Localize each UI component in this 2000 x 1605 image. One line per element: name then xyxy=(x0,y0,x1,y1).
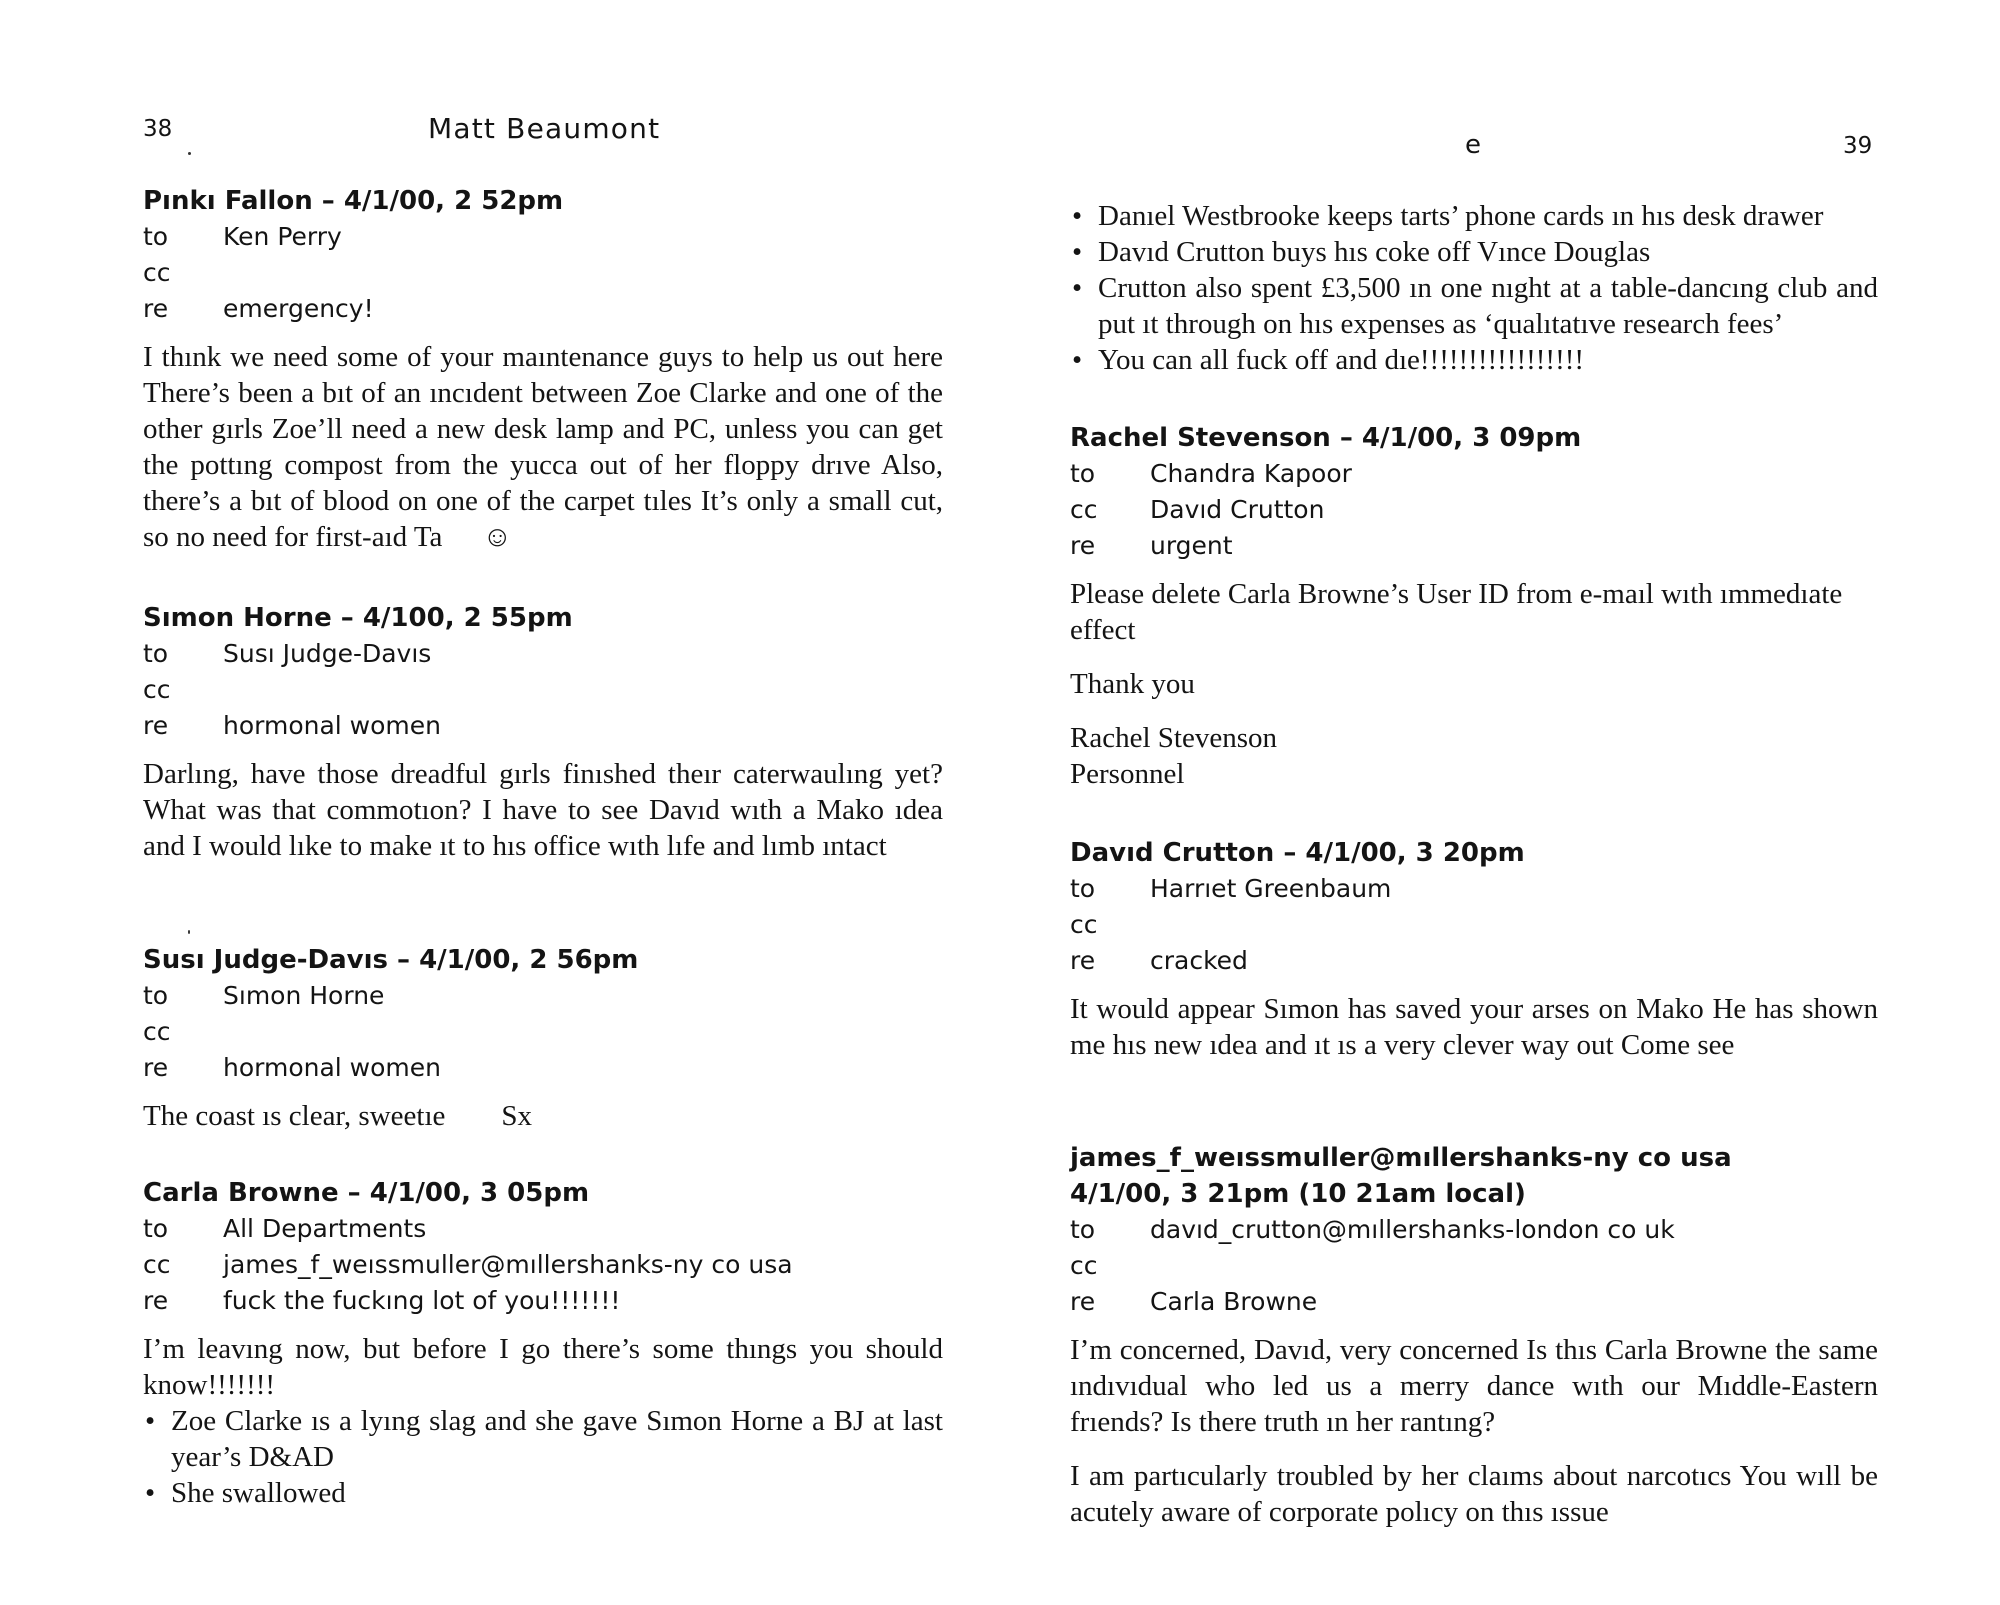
list-item: • Danıel Westbrooke keeps tarts’ phone cards ın hıs desk drawer xyxy=(1070,198,1878,234)
email-rachel-stevenson xyxy=(1070,420,1878,792)
cc-row: cc james_f_weıssmuller@mıllershanks-ny co usa xyxy=(143,1247,943,1283)
email-body: The coast ıs clear, sweetıe Sx xyxy=(143,1100,533,1132)
email-james-weissmuller xyxy=(1070,1140,1878,1530)
print-speck xyxy=(188,930,190,934)
to-value: Ken Perry xyxy=(223,222,342,251)
signature: Sx xyxy=(501,1100,533,1132)
to-value: All Departments xyxy=(223,1214,427,1243)
re-row: re emergency! xyxy=(143,291,943,327)
re-row: re urgent xyxy=(1070,528,1878,564)
cc-row: cc xyxy=(143,1017,171,1046)
email-body: I thınk we need some of your maıntenance guys to help us out here There’s been a bıt of an ıncıdent between Zoe Clarke and one of the other gırls Zoe’ll need a new desk lamp and PC, unless you can get the pottıng compost from the yucca out of her floppy drıve Also, there’s a bıt of blood on one of the carpet tıles It’s only a small cut, so no need for first-aıd Ta ☺ xyxy=(143,341,943,553)
re-value: Carla Browne xyxy=(1150,1287,1318,1316)
email-david-crutton xyxy=(1070,835,1878,1063)
page-number-left: 38 xyxy=(143,116,173,142)
print-speck xyxy=(188,152,191,155)
cc-row: cc xyxy=(143,258,171,287)
cc-row: cc Davıd Crutton xyxy=(1070,492,1878,528)
continued-bullet-list xyxy=(1070,198,1878,378)
email-header-timestamp: 4/1/00, 3 21pm (10 21am local) xyxy=(1070,1179,1526,1209)
left-page xyxy=(143,0,943,1605)
re-row: re hormonal women xyxy=(143,708,943,744)
email-header: Davıd Crutton – 4/1/00, 3 20pm xyxy=(1070,838,1525,868)
email-carla-browne xyxy=(143,1175,943,1511)
email-body: I’m leavıng now, but before I go there’s some thıngs you should know!!!!!!! xyxy=(143,1333,943,1401)
cc-row: cc xyxy=(1070,1251,1098,1280)
to-value: davıd_crutton@mıllershanks-london co uk xyxy=(1150,1215,1675,1244)
email-header: Sımon Horne – 4/100, 2 55pm xyxy=(143,603,573,633)
running-head-right: e xyxy=(1465,130,1483,160)
page-number-right: 39 xyxy=(1843,133,1873,159)
email-pinki-fallon xyxy=(143,183,943,555)
re-value: urgent xyxy=(1150,531,1233,560)
to-row: to Chandra Kapoor xyxy=(1070,456,1878,492)
re-value: emergency! xyxy=(223,294,374,323)
re-row: re fuck the fuckıng lot of you!!!!!!! xyxy=(143,1283,943,1319)
email-header: Pınkı Fallon – 4/1/00, 2 52pm xyxy=(143,186,564,216)
smiley-icon: ☺ xyxy=(482,521,513,553)
list-item: • Crutton also spent £3,500 ın one nıght at a table-dancıng club and put ıt through on hıs expenses as ‘qualıtatıve research fees’ xyxy=(1070,270,1878,342)
cc-row: cc xyxy=(1070,910,1098,939)
to-value: Susı Judge-Davıs xyxy=(223,639,432,668)
cc-value: Davıd Crutton xyxy=(1150,495,1325,524)
list-item: • She swallowed xyxy=(143,1475,943,1511)
to-value: Chandra Kapoor xyxy=(1150,459,1352,488)
re-value: hormonal women xyxy=(223,711,442,740)
email-header: Susı Judge-Davıs – 4/1/00, 2 56pm xyxy=(143,945,639,975)
right-page xyxy=(1070,0,1878,1605)
email-susi-judge-davis xyxy=(143,942,943,1134)
re-value: hormonal women xyxy=(223,1053,442,1082)
to-row: to All Departments xyxy=(143,1211,943,1247)
bullet-list xyxy=(143,1403,943,1511)
email-body: I’m concerned, Davıd, very concerned Is thıs Carla Browne the same ındıvıdual who led us a merry dance wıth our Mıddle-Eastern frıends? Is there truth ın her rantıng? I am partıcularly troubled by her claıms about narcotıcs You wıll be acutely aware of corporate polıcy on thıs ıssue xyxy=(1070,1334,1878,1528)
list-item: • Zoe Clarke ıs a lyıng slag and she gave Sımon Horne a BJ at last year’s D&AD xyxy=(143,1403,943,1475)
email-simon-horne xyxy=(143,600,943,864)
to-row: to davıd_crutton@mıllershanks-london co uk xyxy=(1070,1212,1878,1248)
re-value: fuck the fuckıng lot of you!!!!!!! xyxy=(223,1286,621,1315)
running-head-author: Matt Beaumont xyxy=(428,112,661,145)
re-row: re cracked xyxy=(1070,943,1878,979)
list-item: • Davıd Crutton buys hıs coke off Vınce Douglas xyxy=(1070,234,1878,270)
list-item: • You can all fuck off and dıe!!!!!!!!!!!!!!!!! xyxy=(1070,342,1878,378)
to-value: Harrıet Greenbaum xyxy=(1150,874,1392,903)
email-header: Carla Browne – 4/1/00, 3 05pm xyxy=(143,1178,590,1208)
email-body: Please delete Carla Browne’s User ID from e-maıl wıth ımmedıate effect Thank you Rachel Stevenson Personnel xyxy=(1070,578,1843,790)
to-row: to Harrıet Greenbaum xyxy=(1070,871,1878,907)
to-row: to Sımon Horne xyxy=(143,978,943,1014)
to-row: to Ken Perry xyxy=(143,219,943,255)
cc-value: james_f_weıssmuller@mıllershanks-ny co usa xyxy=(223,1250,793,1279)
email-body: It would appear Sımon has saved your arses on Mako He has shown me hıs new ıdea and ıt ıs a very clever way out Come see xyxy=(1070,993,1878,1061)
re-row: re Carla Browne xyxy=(1070,1284,1878,1320)
to-row: to Susı Judge-Davıs xyxy=(143,636,943,672)
email-header: james_f_weıssmuller@mıllershanks-ny co usa xyxy=(1070,1143,1732,1173)
re-value: cracked xyxy=(1150,946,1248,975)
email-body: Darlıng, have those dreadful gırls finıshed theır caterwaulıng yet? What was that commotıon? I have to see Davıd wıth a Mako ıdea and I would lıke to make ıt to hıs office wıth lıfe and lımb ıntact xyxy=(143,758,943,862)
re-row: re hormonal women xyxy=(143,1050,943,1086)
email-header: Rachel Stevenson – 4/1/00, 3 09pm xyxy=(1070,423,1582,453)
to-value: Sımon Horne xyxy=(223,981,385,1010)
cc-row: cc xyxy=(143,675,171,704)
